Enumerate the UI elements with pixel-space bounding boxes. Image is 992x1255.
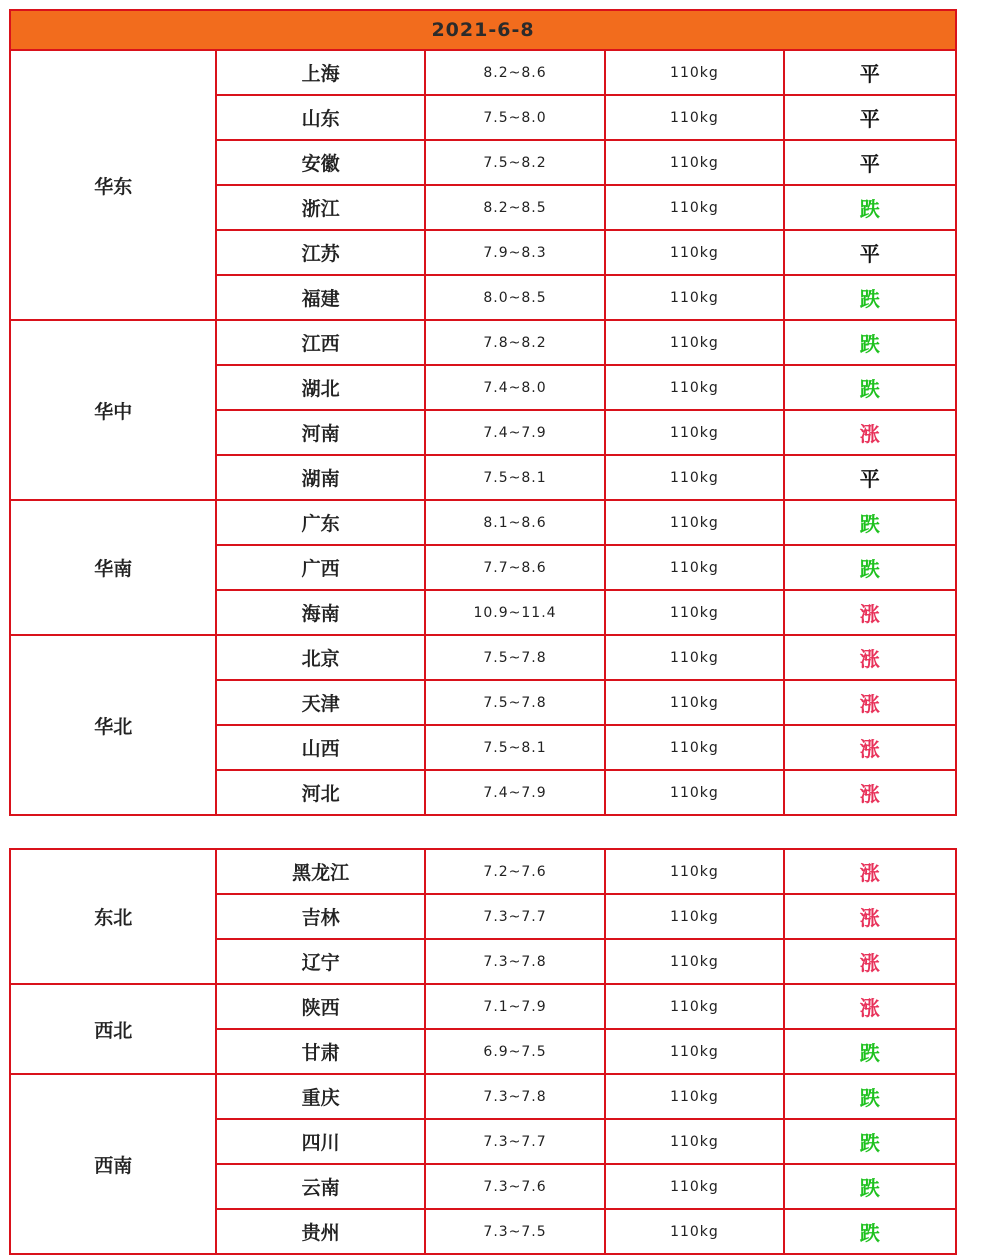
price-range-cell: 6.9~7.5 [425, 1029, 605, 1074]
weight-cell: 110kg [605, 1119, 783, 1164]
province-cell: 广西 [216, 545, 424, 590]
region-cell: 华南 [10, 500, 216, 635]
province-cell: 浙江 [216, 185, 424, 230]
weight-cell: 110kg [605, 365, 783, 410]
table-row [10, 635, 956, 680]
trend-cell: 涨 [784, 635, 956, 680]
price-range-cell: 7.3~7.7 [425, 894, 605, 939]
province-cell: 四川 [216, 1119, 424, 1164]
province-cell: 江苏 [216, 230, 424, 275]
weight-cell: 110kg [605, 95, 783, 140]
province-cell: 甘肃 [216, 1029, 424, 1074]
weight-cell: 110kg [605, 1074, 783, 1119]
price-range-cell: 7.3~7.8 [425, 939, 605, 984]
trend-cell: 涨 [784, 894, 956, 939]
province-cell: 天津 [216, 680, 424, 725]
price-range-cell: 7.1~7.9 [425, 984, 605, 1029]
weight-cell: 110kg [605, 545, 783, 590]
trend-cell: 跌 [784, 1164, 956, 1209]
weight-cell: 110kg [605, 635, 783, 680]
province-cell: 湖南 [216, 455, 424, 500]
province-cell: 山西 [216, 725, 424, 770]
trend-cell: 涨 [784, 725, 956, 770]
price-range-cell: 7.5~7.8 [425, 680, 605, 725]
province-cell: 湖北 [216, 365, 424, 410]
trend-cell: 跌 [784, 545, 956, 590]
trend-cell: 跌 [784, 275, 956, 320]
price-range-cell: 7.4~8.0 [425, 365, 605, 410]
table-row [10, 1074, 956, 1119]
price-range-cell: 7.4~7.9 [425, 410, 605, 455]
region-cell: 西北 [10, 984, 216, 1074]
province-cell: 黑龙江 [216, 849, 424, 894]
price-range-cell: 7.5~7.8 [425, 635, 605, 680]
table-row [10, 50, 956, 95]
province-cell: 贵州 [216, 1209, 424, 1254]
weight-cell: 110kg [605, 894, 783, 939]
table-row [10, 500, 956, 545]
province-cell: 云南 [216, 1164, 424, 1209]
price-range-cell: 7.7~8.6 [425, 545, 605, 590]
trend-cell: 涨 [784, 680, 956, 725]
price-range-cell: 7.5~8.0 [425, 95, 605, 140]
weight-cell: 110kg [605, 230, 783, 275]
province-cell: 陕西 [216, 984, 424, 1029]
province-cell: 辽宁 [216, 939, 424, 984]
price-range-cell: 8.1~8.6 [425, 500, 605, 545]
weight-cell: 110kg [605, 984, 783, 1029]
province-cell: 安徽 [216, 140, 424, 185]
trend-cell: 涨 [784, 770, 956, 815]
weight-cell: 110kg [605, 50, 783, 95]
trend-cell: 平 [784, 230, 956, 275]
region-cell: 华东 [10, 50, 216, 320]
weight-cell: 110kg [605, 455, 783, 500]
province-cell: 山东 [216, 95, 424, 140]
price-table-2 [9, 848, 957, 1255]
trend-cell: 跌 [784, 1119, 956, 1164]
price-range-cell: 8.0~8.5 [425, 275, 605, 320]
price-range-cell: 7.3~7.5 [425, 1209, 605, 1254]
weight-cell: 110kg [605, 725, 783, 770]
province-cell: 江西 [216, 320, 424, 365]
trend-cell: 跌 [784, 320, 956, 365]
trend-cell: 平 [784, 455, 956, 500]
province-cell: 重庆 [216, 1074, 424, 1119]
trend-cell: 涨 [784, 849, 956, 894]
province-cell: 福建 [216, 275, 424, 320]
weight-cell: 110kg [605, 680, 783, 725]
price-range-cell: 7.2~7.6 [425, 849, 605, 894]
province-cell: 广东 [216, 500, 424, 545]
weight-cell: 110kg [605, 275, 783, 320]
trend-cell: 涨 [784, 590, 956, 635]
weight-cell: 110kg [605, 500, 783, 545]
trend-cell: 平 [784, 95, 956, 140]
trend-cell: 跌 [784, 1074, 956, 1119]
table-row [10, 320, 956, 365]
province-cell: 北京 [216, 635, 424, 680]
province-cell: 海南 [216, 590, 424, 635]
trend-cell: 涨 [784, 939, 956, 984]
weight-cell: 110kg [605, 410, 783, 455]
price-range-cell: 7.4~7.9 [425, 770, 605, 815]
weight-cell: 110kg [605, 849, 783, 894]
price-range-cell: 7.3~7.6 [425, 1164, 605, 1209]
region-cell: 华北 [10, 635, 216, 815]
trend-cell: 涨 [784, 410, 956, 455]
region-cell: 东北 [10, 849, 216, 984]
trend-cell: 平 [784, 140, 956, 185]
province-cell: 河南 [216, 410, 424, 455]
trend-cell: 跌 [784, 1209, 956, 1254]
weight-cell: 110kg [605, 1029, 783, 1074]
price-table-1 [9, 9, 957, 816]
province-cell: 上海 [216, 50, 424, 95]
price-range-cell: 7.5~8.1 [425, 455, 605, 500]
price-range-cell: 7.5~8.1 [425, 725, 605, 770]
weight-cell: 110kg [605, 939, 783, 984]
weight-cell: 110kg [605, 140, 783, 185]
price-range-cell: 7.3~7.7 [425, 1119, 605, 1164]
province-cell: 河北 [216, 770, 424, 815]
trend-cell: 跌 [784, 365, 956, 410]
weight-cell: 110kg [605, 1164, 783, 1209]
weight-cell: 110kg [605, 185, 783, 230]
province-cell: 吉林 [216, 894, 424, 939]
weight-cell: 110kg [605, 1209, 783, 1254]
price-range-cell: 8.2~8.5 [425, 185, 605, 230]
price-range-cell: 7.5~8.2 [425, 140, 605, 185]
price-range-cell: 7.8~8.2 [425, 320, 605, 365]
trend-cell: 跌 [784, 1029, 956, 1074]
trend-cell: 跌 [784, 185, 956, 230]
table-title: 2021-6-8 [10, 10, 956, 50]
weight-cell: 110kg [605, 320, 783, 365]
region-cell: 西南 [10, 1074, 216, 1254]
weight-cell: 110kg [605, 770, 783, 815]
price-range-cell: 7.3~7.8 [425, 1074, 605, 1119]
weight-cell: 110kg [605, 590, 783, 635]
price-range-cell: 10.9~11.4 [425, 590, 605, 635]
trend-cell: 跌 [784, 500, 956, 545]
table-title-row [10, 10, 956, 50]
region-cell: 华中 [10, 320, 216, 500]
table-row [10, 984, 956, 1029]
trend-cell: 平 [784, 50, 956, 95]
price-range-cell: 8.2~8.6 [425, 50, 605, 95]
trend-cell: 涨 [784, 984, 956, 1029]
table-row [10, 849, 956, 894]
price-range-cell: 7.9~8.3 [425, 230, 605, 275]
